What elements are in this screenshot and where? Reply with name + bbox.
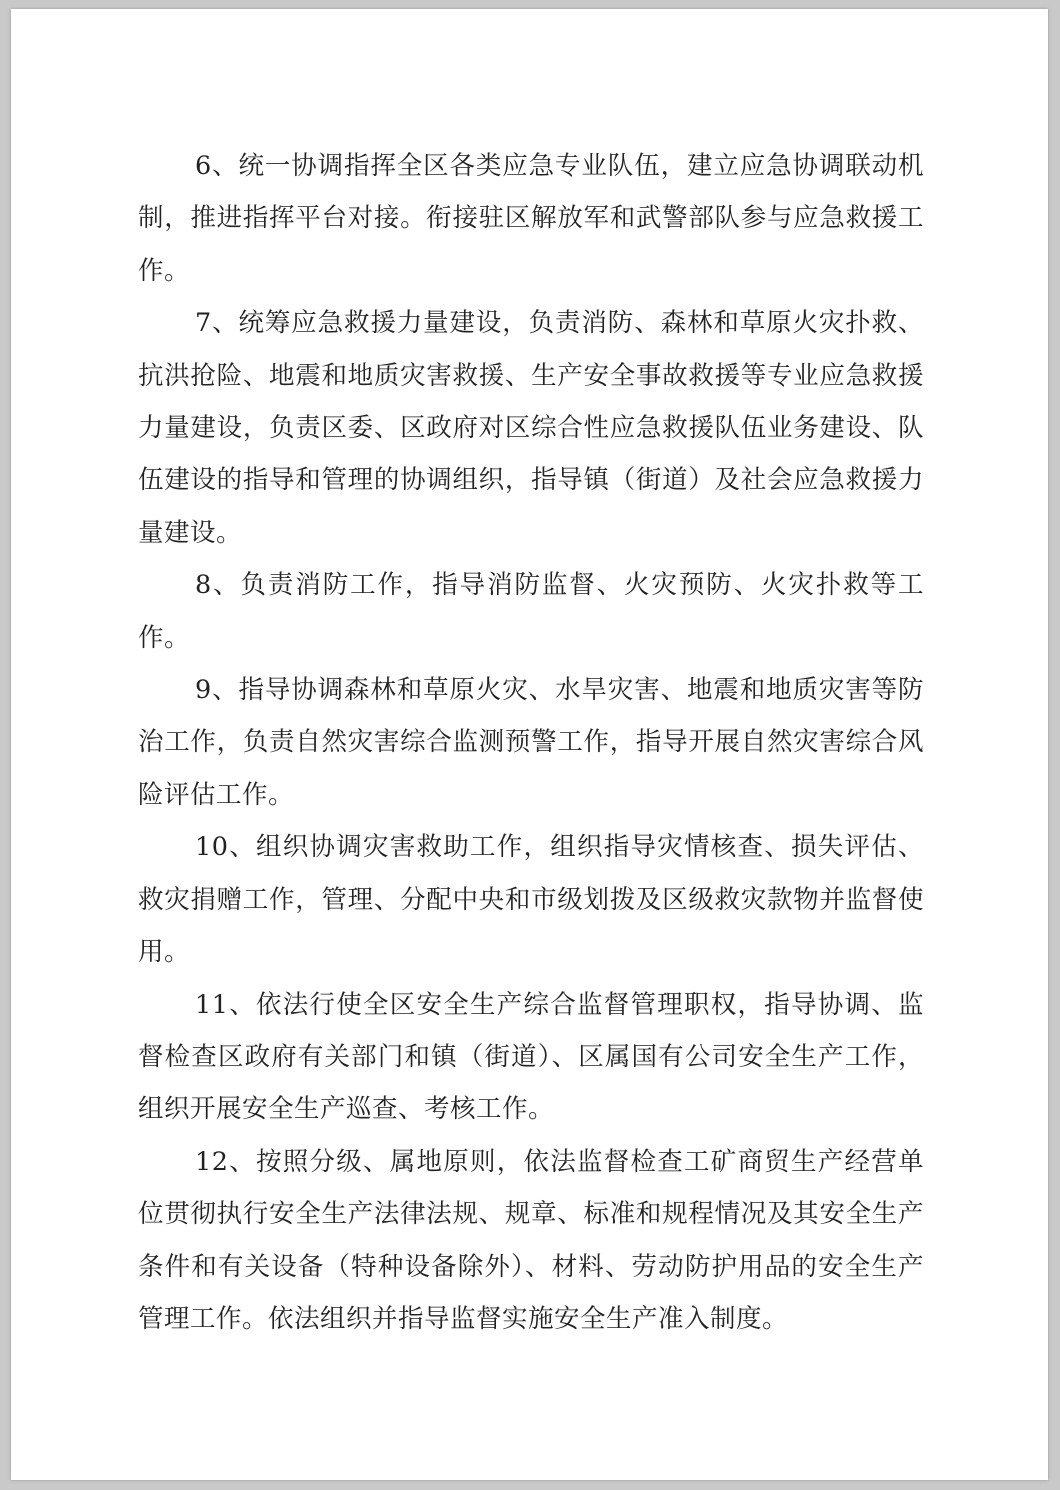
document-body	[138, 140, 924, 1345]
paragraph-item-12: 12、按照分级、属地原则，依法监督检查工矿商贸生产经营单位贯彻执行安全生产法律法规、规章、标准和规程情况及其安全生产条件和有关设备（特种设备除外）、材料、劳动防护用品的安全生产管理工作。依法组织并指导监督实施安全生产准入制度。	[138, 1146, 924, 1334]
document-page	[11, 9, 1048, 1480]
paragraph-item-10: 10、组织协调灾害救助工作，组织指导灾情核查、损失评估、救灾捐赠工作，管理、分配中央和市级划拨及区级救灾款物并监督使用。	[138, 832, 924, 968]
paragraph-item-8: 8、负责消防工作，指导消防监督、火灾预防、火灾扑救等工作。	[138, 570, 924, 653]
paragraph-item-11: 11、依法行使全区安全生产综合监督管理职权，指导协调、监督检查区政府有关部门和镇（街道）、区属国有公司安全生产工作，组织开展安全生产巡查、考核工作。	[138, 989, 924, 1125]
paragraph-item-6: 6、统一协调指挥全区各类应急专业队伍，建立应急协调联动机制，推进指挥平台对接。衔接驻区解放军和武警部队参与应急救援工作。	[138, 151, 924, 286]
paragraph-item-9: 9、指导协调森林和草原火灾、水旱灾害、地震和地质灾害等防治工作，负责自然灾害综合监测预警工作，指导开展自然灾害综合风险评估工作。	[138, 675, 924, 810]
paragraph-item-7: 7、统筹应急救援力量建设，负责消防、森林和草原火灾扑救、抗洪抢险、地震和地质灾害救援、生产安全事故救援等专业应急救援力量建设，负责区委、区政府对区综合性应急救援队伍业务建设、队伍建设的指导和管理的协调组织，指导镇（街道）及社会应急救援力量建设。	[138, 308, 924, 548]
